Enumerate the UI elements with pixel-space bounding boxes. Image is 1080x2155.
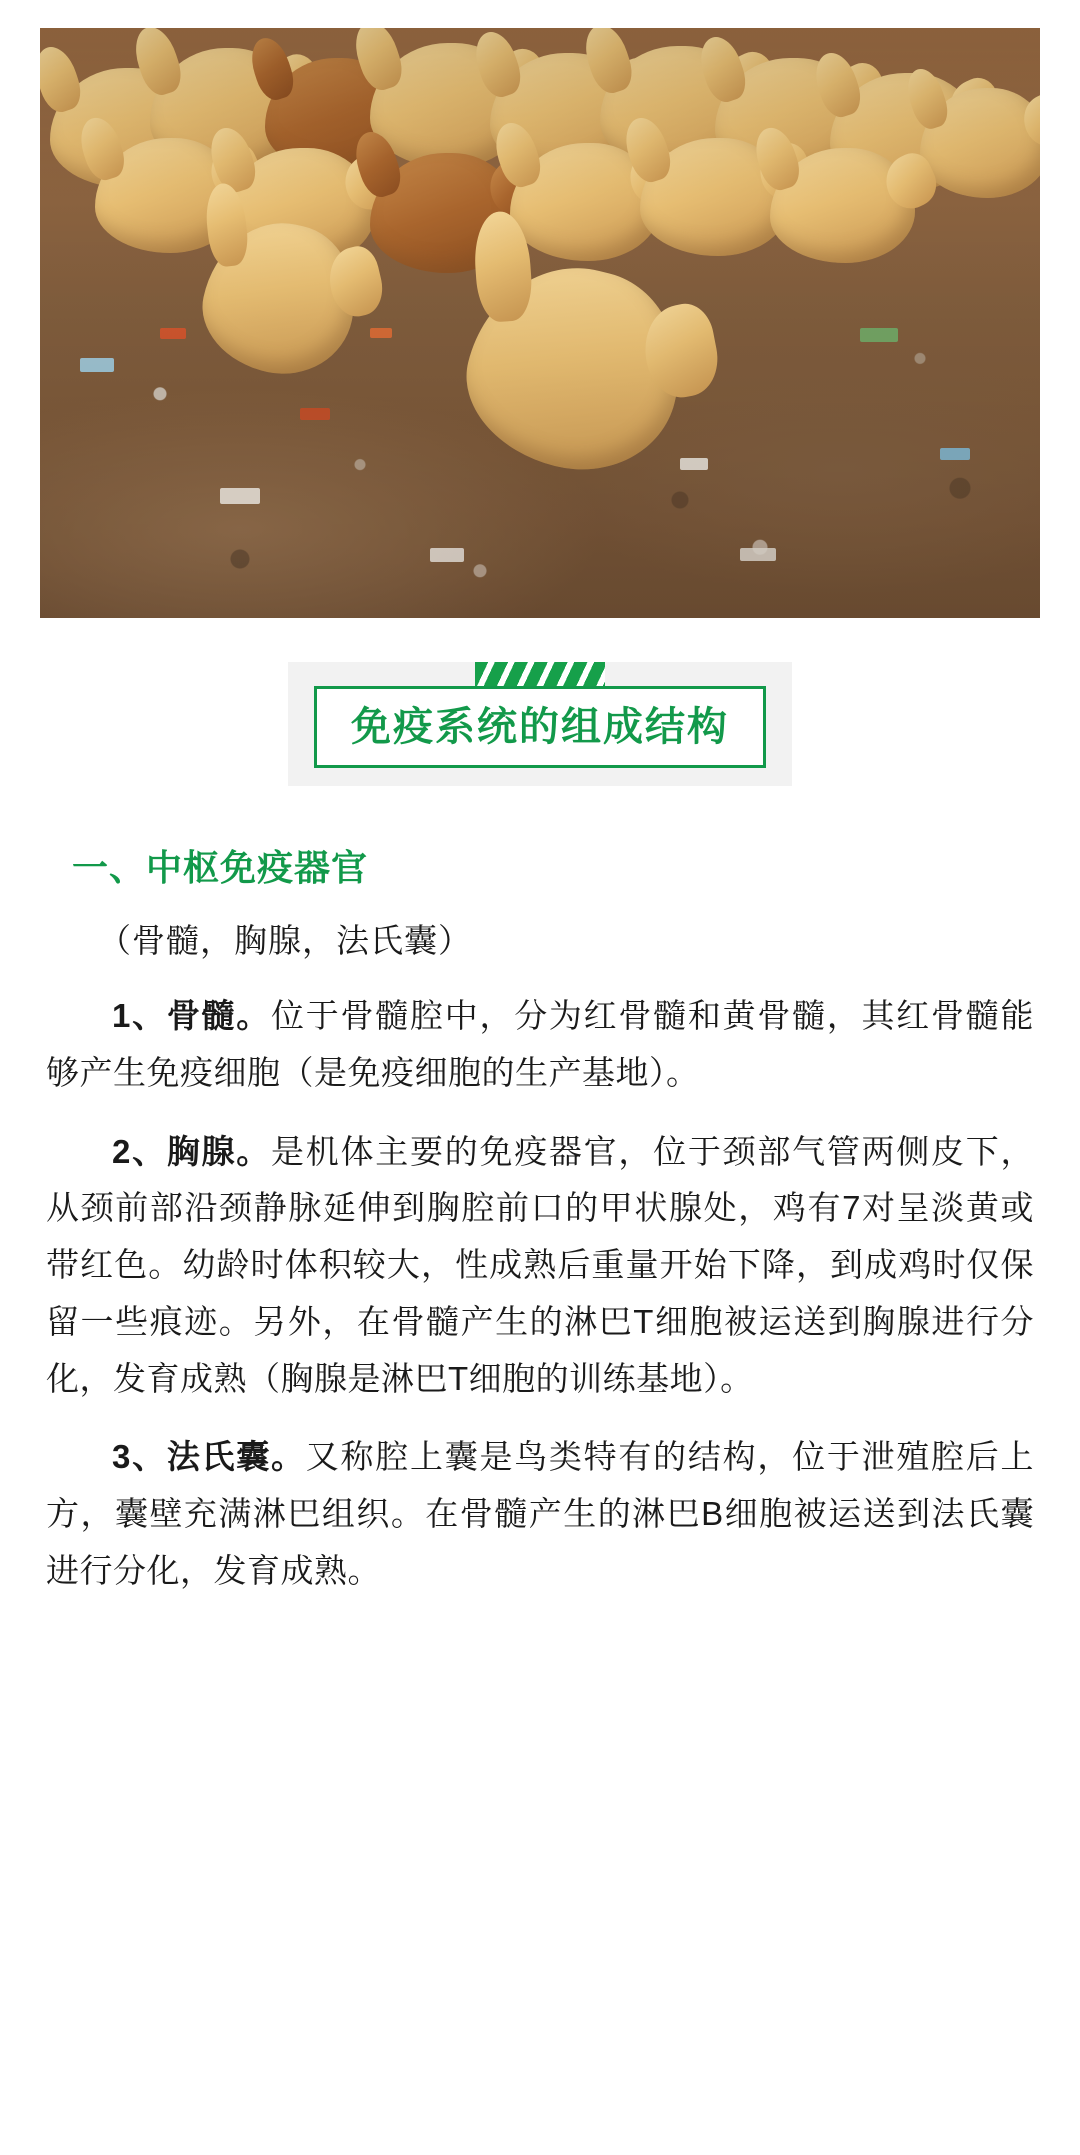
item-lead: 2、胸腺。 — [112, 1132, 272, 1170]
item-body: 位于骨髓腔中，分为红骨髓和黄骨髓，其红骨髓能够产生免疫细胞（是免疫细胞的生产基地）。 — [46, 997, 1035, 1091]
page-title: 免疫系统的组成结构 — [351, 705, 729, 749]
list-item — [46, 1429, 1034, 1599]
item-lead: 3、法氏囊。 — [112, 1438, 306, 1476]
list-item — [46, 1124, 1034, 1408]
section-subnote: （骨髓，胸腺，法氏囊） — [98, 922, 472, 959]
title-backdrop — [288, 662, 792, 786]
stripes-decoration-icon — [475, 662, 605, 686]
item-lead: 1、骨髓。 — [112, 997, 272, 1034]
item-body: 是机体主要的免疫器官，位于颈部气管两侧皮下，从颈前部沿颈静脉延伸到胸腔前口的甲状腺处，鸡有7对呈淡黄或带红色。幼龄时体积较大，性成熟后重量开始下降，到成鸡时仅保留一些痕迹。另外，在骨髓产生的淋巴T细胞被运送到胸腺进行分化，发育成熟（胸腺是淋巴T细胞的训练基地）。 — [46, 1132, 1035, 1397]
section-heading: 一、中枢免疫器官 — [72, 847, 369, 888]
article-body — [0, 786, 1080, 1668]
item-body: 又称腔上囊是鸟类特有的结构，位于泄殖腔后上方，囊壁充满淋巴组织。在骨髓产生的淋巴B细胞被运送到法氏囊进行分化，发育成熟。 — [46, 1438, 1035, 1589]
list-item — [46, 988, 1034, 1102]
hero-image-container — [0, 0, 1080, 618]
section-title-block — [0, 662, 1080, 786]
photo-shading — [40, 28, 1040, 618]
chicken-farm-photo — [40, 28, 1040, 618]
title-border-box — [314, 686, 766, 768]
